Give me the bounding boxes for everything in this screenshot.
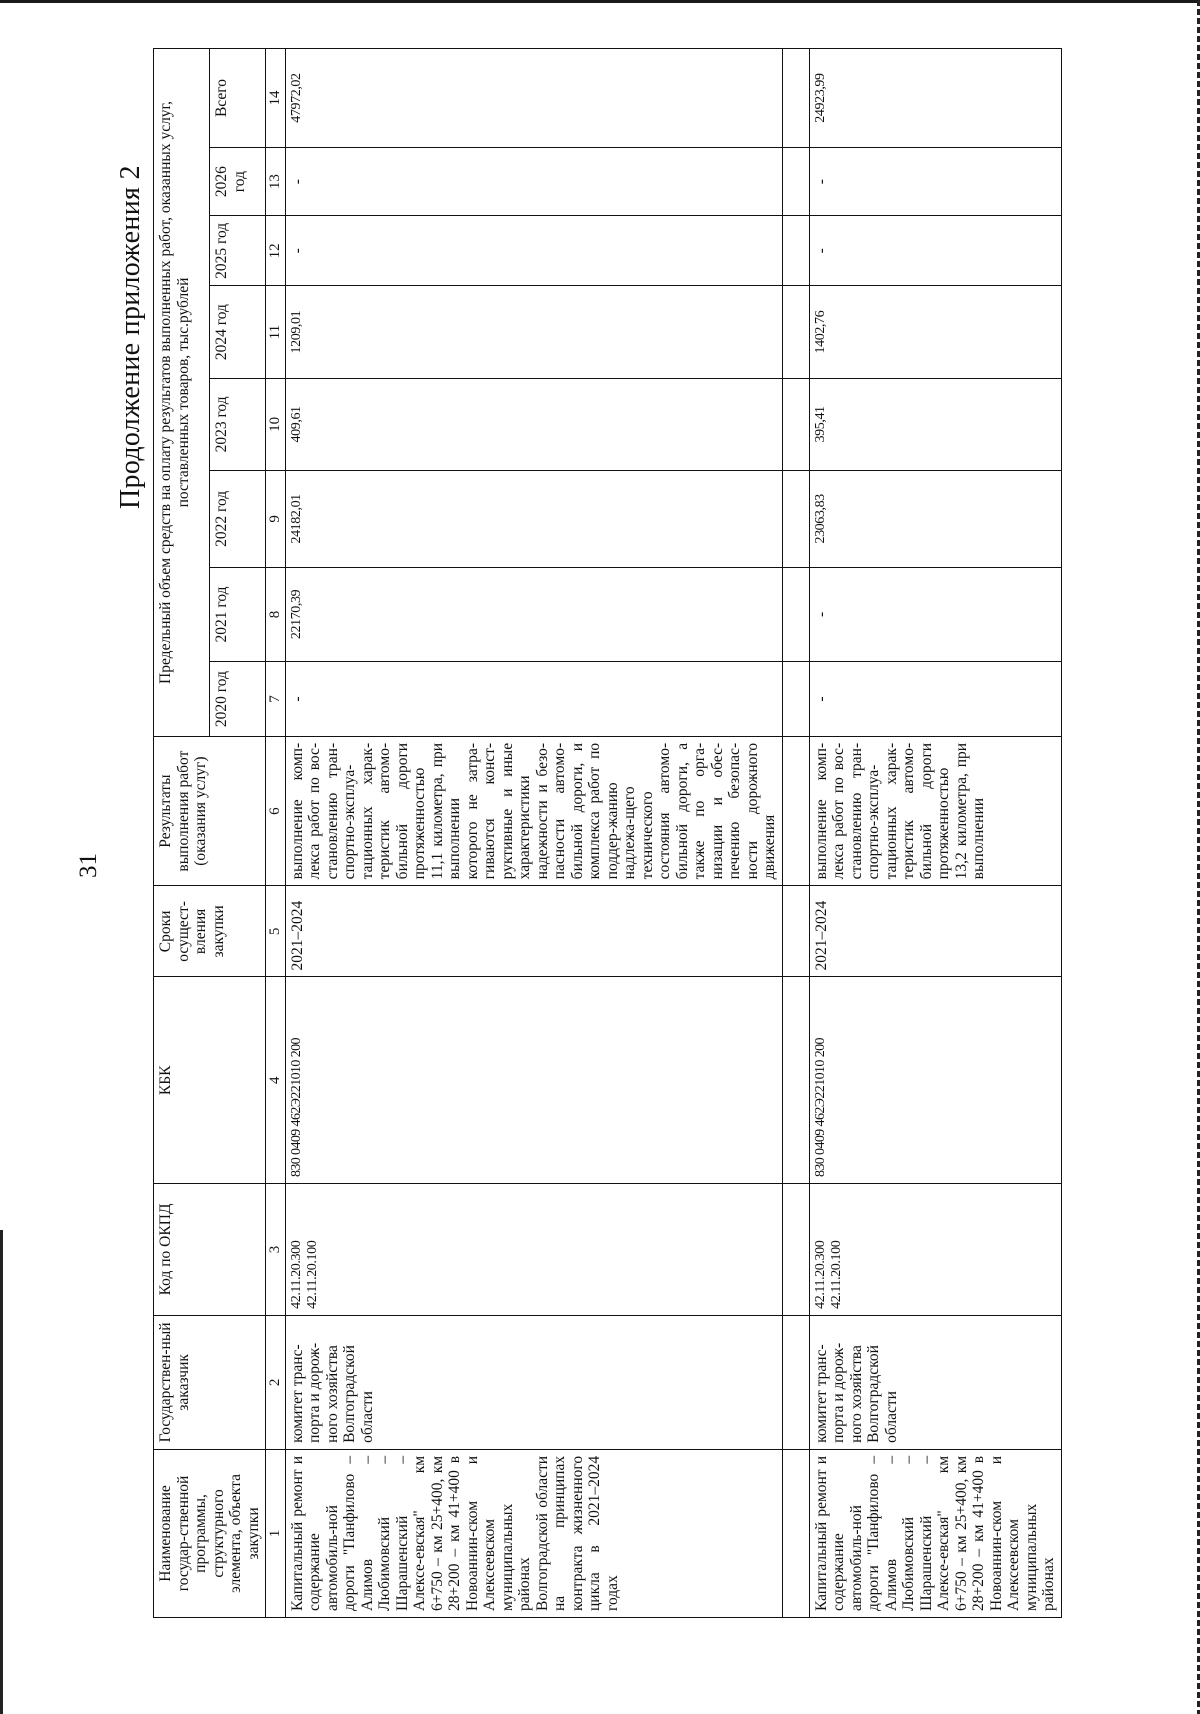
state-customer: комитет транс-порта и дорож-ного хозяйства Волгоградской области xyxy=(809,1315,1061,1449)
header-funding-group: Предельный объем средств на оплату результатов выполненных работ, оказанных услуг, поставленных товаров, тыс.рублей xyxy=(154,49,210,737)
amount-total: 47972,02 xyxy=(285,49,782,148)
object-name: Капитальный ремонт и содержание автомобиль-ной дороги "Панфилово – Алимов – Любимовский – Шарашенский – Алексе-евская" км 6+750 – км 25+400, км 28+200 – км 41+400 в Новоаннин-ском и Алексеевском муниципальных районах Волгоградской области на принципах контракта жизненного цикла в 2021–2024 годах xyxy=(285,1449,782,1617)
header-y2023: 2023 год xyxy=(210,378,266,470)
amount-2020: - xyxy=(285,662,782,737)
header-y2025: 2025 год xyxy=(210,216,266,286)
okpd-code: 42.11.20.300 42.11.20.100 xyxy=(285,1184,782,1316)
amount-2022: 23063,83 xyxy=(809,471,1061,568)
amount-2020: - xyxy=(809,662,1061,737)
object-name: Капитальный ремонт и содержание автомобиль-ной дороги "Панфилово – Алимов – Любимовский – Шарашенский – Алексе-евская" км 6+750 – км 25+400, км 28+200 – км 41+400 в Новоаннин-ском и Алексеевском муниципальных районах xyxy=(809,1449,1061,1617)
header-y2021: 2021 год xyxy=(210,567,266,661)
kbk-code: 830 0409 462Э221010 200 xyxy=(809,977,1061,1184)
header-period: Сроки осущест-вления закупки xyxy=(154,886,266,977)
header-customer: Государствен-ный заказчик xyxy=(154,1315,266,1449)
procurement-period: 2021–2024 xyxy=(809,886,1061,977)
header-result: Результаты выполнения работ (оказания услуг) xyxy=(154,736,266,885)
amount-2024: 1209,01 xyxy=(285,286,782,378)
table-row xyxy=(809,49,1061,1618)
header-y2024: 2024 год xyxy=(210,286,266,378)
column-number: 7 xyxy=(266,662,286,737)
amount-2026: - xyxy=(809,148,1061,216)
header-name: Наименование государ-ственной программы, структурного элемента, объекта закупки xyxy=(154,1449,266,1617)
header-y2022: 2022 год xyxy=(210,471,266,568)
okpd-code: 42.11.20.300 42.11.20.100 xyxy=(809,1184,1061,1316)
header-okpd: Код по ОКПД xyxy=(154,1184,266,1316)
header-row-1 xyxy=(154,49,210,1618)
row-gap xyxy=(782,49,809,1618)
amount-total: 24923,99 xyxy=(809,49,1061,148)
state-customer: комитет транс-порта и дорож-ного хозяйства Волгоградской области xyxy=(285,1315,782,1449)
amount-2021: - xyxy=(809,567,1061,661)
column-number: 10 xyxy=(266,378,286,470)
column-number: 3 xyxy=(266,1184,286,1316)
work-result: выполнение комп-лекса работ по вос-становлению тран-спортно-эксплуа-тационных харак-теристик автомо-бильной дороги протяженностью 11,1 километра, при выполнении которого не затра-гиваются конст-руктивные и иные характеристики надежности и безо-пасности автомо-бильной дороги, и комплекса работ по поддер-жанию надлежа-щего технического состояния автомо-бильной дороги, а также по орга-низации и обес-печению безопас-ности дорожного движения xyxy=(285,736,782,885)
column-number: 2 xyxy=(266,1315,286,1449)
amount-2024: 1402,76 xyxy=(809,286,1061,378)
amount-2023: 409,61 xyxy=(285,378,782,470)
amount-2021: 22170,39 xyxy=(285,567,782,661)
column-number: 13 xyxy=(266,148,286,216)
table-row xyxy=(285,49,782,1618)
amount-2023: 395,41 xyxy=(809,378,1061,470)
column-number: 11 xyxy=(266,286,286,378)
column-number: 14 xyxy=(266,49,286,148)
kbk-code: 830 0409 462Э221010 200 xyxy=(285,977,782,1184)
continuation-title: Продолжение приложения 2 xyxy=(115,165,146,509)
column-number: 4 xyxy=(266,977,286,1184)
column-number: 1 xyxy=(266,1449,286,1617)
amount-2025: - xyxy=(285,216,782,286)
header-total: Всего xyxy=(210,49,266,148)
column-number: 9 xyxy=(266,471,286,568)
header-y2026: 2026 год xyxy=(210,148,266,216)
column-number-row xyxy=(266,49,286,1618)
amount-2025: - xyxy=(809,216,1061,286)
column-number: 5 xyxy=(266,886,286,977)
procurement-period: 2021–2024 xyxy=(285,886,782,977)
header-kbk: КБК xyxy=(154,977,266,1184)
page-number: 31 xyxy=(75,853,102,878)
amount-2026: - xyxy=(285,148,782,216)
header-y2020: 2020 год xyxy=(210,662,266,737)
work-result: выполнение комп-лекса работ по вос-становлению тран-спортно-эксплуа-тационных харак-теристик автомо-бильной дороги протяженностью 13,2 километра, при выполнении xyxy=(809,736,1061,885)
amount-2022: 24182,01 xyxy=(285,471,782,568)
column-number: 6 xyxy=(266,736,286,885)
column-number: 12 xyxy=(266,216,286,286)
procurement-table xyxy=(153,48,1062,1618)
column-number: 8 xyxy=(266,567,286,661)
